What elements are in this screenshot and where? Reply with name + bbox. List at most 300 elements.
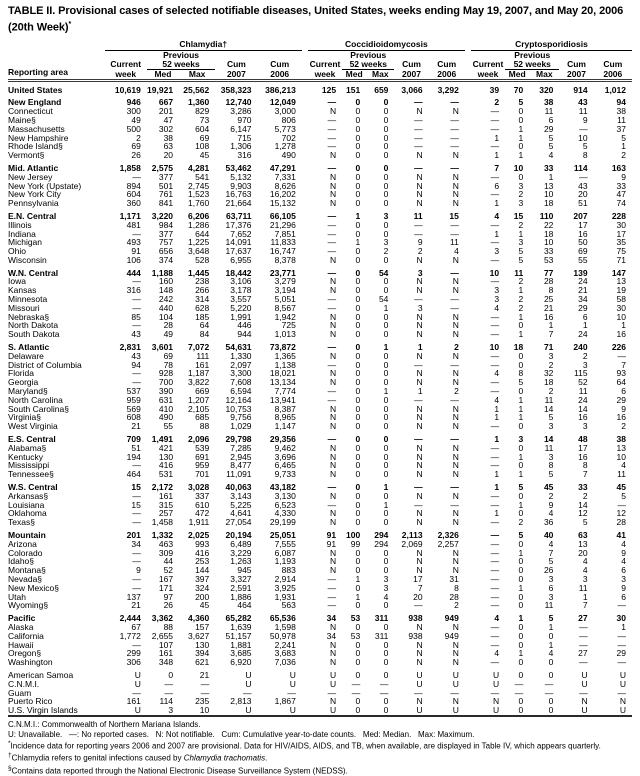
value-cell: 1,013 bbox=[274, 329, 296, 340]
value-cell: N bbox=[452, 442, 459, 453]
value-cell: N bbox=[452, 198, 459, 209]
value-cell: 302 bbox=[158, 123, 174, 134]
value-cell: N bbox=[452, 329, 459, 340]
value-cell: 2 bbox=[548, 359, 554, 370]
value-cell: — bbox=[414, 219, 423, 230]
value-cell: 390 bbox=[158, 386, 174, 397]
value-cell: 48 bbox=[578, 434, 588, 445]
value-cell: 69 bbox=[163, 350, 174, 361]
value-cell: N bbox=[416, 106, 423, 117]
group-header-cryptosporidiosis: Cryptosporidiosis bbox=[471, 39, 632, 51]
footnotes bbox=[8, 720, 632, 776]
value-cell: 1 bbox=[518, 228, 524, 239]
table-row bbox=[8, 422, 632, 431]
value-cell: — bbox=[200, 687, 210, 698]
value-cell: 108 bbox=[195, 141, 210, 152]
value-cell: 377 bbox=[158, 171, 174, 182]
value-cell: — bbox=[379, 687, 389, 698]
value-cell: 0 bbox=[383, 469, 389, 480]
table-row bbox=[8, 689, 632, 698]
value-cell: 1,263 bbox=[230, 556, 252, 567]
table-row bbox=[8, 479, 632, 492]
reporting-area-cell: W.S. Central bbox=[8, 482, 58, 493]
reporting-area-cell: W.N. Central bbox=[8, 267, 59, 278]
value-cell: — bbox=[327, 219, 337, 230]
value-cell: 481 bbox=[126, 219, 141, 230]
value-cell: — bbox=[132, 547, 141, 558]
value-cell: 110 bbox=[539, 210, 554, 221]
table-row bbox=[8, 142, 632, 151]
value-cell: 1,886 bbox=[230, 591, 252, 602]
value-cell: 130 bbox=[195, 639, 210, 650]
value-cell: 7,652 bbox=[230, 228, 252, 239]
value-cell: — bbox=[490, 460, 500, 471]
value-cell: — bbox=[490, 621, 500, 632]
value-cell: N bbox=[452, 565, 459, 576]
value-cell: 91 bbox=[131, 246, 141, 257]
value-cell: — bbox=[132, 639, 141, 650]
table-row bbox=[8, 313, 632, 322]
value-cell: N bbox=[416, 171, 423, 182]
value-cell: 2 bbox=[621, 150, 626, 161]
value-cell: 0 bbox=[355, 394, 361, 405]
value-cell: 0 bbox=[355, 547, 361, 558]
value-cell: 26 bbox=[163, 600, 174, 611]
reporting-area-cell: American Samoa bbox=[8, 669, 74, 680]
value-cell: 1 bbox=[518, 285, 524, 296]
value-cell: 53 bbox=[350, 630, 361, 641]
value-cell: 5 bbox=[621, 132, 626, 143]
value-cell: 604 bbox=[195, 123, 210, 134]
value-cell: — bbox=[132, 573, 141, 584]
value-cell: 0 bbox=[355, 508, 361, 519]
value-cell: 27,054 bbox=[225, 517, 252, 528]
value-cell: — bbox=[617, 600, 626, 611]
cum-label: Cum bbox=[402, 59, 421, 70]
reporting-area-cell: Wisconsin bbox=[8, 254, 47, 265]
value-cell: 386,213 bbox=[265, 84, 296, 95]
value-cell: 240 bbox=[573, 342, 588, 353]
value-cell: 11 bbox=[617, 469, 626, 480]
value-cell: 39 bbox=[489, 84, 500, 95]
value-cell: — bbox=[132, 320, 141, 331]
value-cell: 0 bbox=[518, 573, 524, 584]
value-cell: N bbox=[416, 442, 423, 453]
value-cell: 1 bbox=[494, 434, 500, 445]
value-cell: 24 bbox=[578, 276, 588, 287]
value-cell: 397 bbox=[195, 573, 210, 584]
value-cell: U bbox=[594, 706, 632, 716]
value-cell: 3 bbox=[383, 237, 389, 248]
value-cell: U bbox=[105, 706, 147, 716]
value-cell: 0 bbox=[355, 228, 361, 239]
value-cell: U bbox=[289, 678, 296, 689]
value-cell: 55 bbox=[163, 421, 174, 432]
reporting-area-cell: Wyoming§ bbox=[8, 600, 49, 611]
reporting-area-cell: C.N.M.I. bbox=[8, 678, 40, 689]
value-cell: 5,220 bbox=[230, 302, 252, 313]
value-cell: 1 bbox=[355, 210, 361, 221]
value-cell: 621 bbox=[195, 657, 210, 668]
value-cell: 914 bbox=[573, 84, 588, 95]
value-cell: — bbox=[490, 123, 500, 134]
weeks52-label: 52 weeks bbox=[505, 60, 559, 69]
value-cell: 3,028 bbox=[187, 482, 210, 493]
value-cell: N bbox=[452, 311, 459, 322]
value-cell: N bbox=[452, 254, 459, 265]
value-cell: — bbox=[414, 499, 423, 510]
value-cell: N bbox=[416, 639, 423, 650]
value-cell: — bbox=[617, 639, 626, 650]
value-cell: N bbox=[329, 657, 337, 668]
reporting-area-cell: West Virginia bbox=[8, 421, 58, 432]
value-cell: 4 bbox=[494, 394, 500, 405]
value-cell: 0 bbox=[355, 648, 361, 659]
value-cell: 1 bbox=[621, 141, 626, 152]
value-cell: 69 bbox=[199, 132, 210, 143]
reporting-area-cell: Puerto Rico bbox=[8, 696, 53, 707]
value-cell: 93 bbox=[616, 368, 626, 379]
value-cell: 841 bbox=[158, 198, 174, 209]
reporting-area-cell: New Jersey bbox=[8, 171, 53, 182]
value-cell: 34 bbox=[326, 613, 337, 624]
value-cell: 0 bbox=[518, 114, 524, 125]
value-cell: U bbox=[245, 678, 252, 689]
table-row bbox=[8, 584, 632, 593]
table-row bbox=[8, 697, 632, 706]
table-row bbox=[8, 125, 632, 134]
value-cell: 3,683 bbox=[274, 648, 296, 659]
value-cell: 25,051 bbox=[269, 530, 296, 540]
value-cell: 628 bbox=[195, 302, 210, 313]
value-cell: N bbox=[416, 311, 423, 322]
value-cell: 10,753 bbox=[225, 403, 252, 414]
previous-label: Previous bbox=[350, 50, 387, 61]
footnote-abbreviations: U: Unavailable. —: No reported cases. N: Not notifiable. Cum: Cumulative year-to-date counts. Med: Median. Max: Maximum. bbox=[8, 729, 475, 739]
value-cell: 37 bbox=[616, 123, 626, 134]
value-cell: 3,822 bbox=[187, 377, 210, 388]
value-cell: 5 bbox=[548, 132, 554, 143]
value-cell: 1,187 bbox=[187, 368, 210, 379]
value-cell: 14 bbox=[543, 403, 554, 414]
table-row bbox=[8, 265, 632, 278]
value-cell: 207 bbox=[573, 210, 588, 221]
value-cell: 715 bbox=[237, 132, 252, 143]
value-cell: 0 bbox=[383, 150, 389, 161]
value-cell: 0 bbox=[383, 621, 389, 632]
value-cell: 1,931 bbox=[274, 591, 296, 602]
value-cell: 1,772 bbox=[119, 630, 141, 641]
value-cell: — bbox=[490, 442, 500, 453]
value-cell: 959 bbox=[195, 460, 210, 471]
value-cell: 3,000 bbox=[274, 106, 296, 117]
value-cell: 0 bbox=[383, 547, 389, 558]
value-cell: 5 bbox=[518, 97, 524, 108]
value-cell: 490 bbox=[158, 412, 174, 423]
value-cell: 2,745 bbox=[187, 180, 210, 191]
value-cell: 28 bbox=[616, 517, 626, 528]
value-cell: 50,978 bbox=[269, 630, 296, 641]
value-cell: 266 bbox=[195, 285, 210, 296]
value-cell: 161 bbox=[195, 359, 210, 370]
cum-label: Cum bbox=[437, 59, 457, 70]
value-cell: 0 bbox=[355, 359, 361, 370]
med-label: Med bbox=[345, 68, 363, 79]
value-cell: 63 bbox=[578, 530, 588, 540]
value-cell: — bbox=[514, 678, 524, 689]
reporting-area-cell: Michigan bbox=[8, 237, 43, 248]
value-cell: 21 bbox=[578, 285, 588, 296]
value-cell: 16 bbox=[578, 412, 588, 423]
value-cell: 0 bbox=[383, 648, 389, 659]
value-cell: 0 bbox=[518, 600, 524, 611]
value-cell: 0 bbox=[383, 350, 389, 361]
value-cell: 1 bbox=[518, 329, 524, 340]
value-cell: 53 bbox=[543, 254, 554, 265]
value-cell: 3 bbox=[548, 451, 554, 462]
reporting-area-cell: South Dakota bbox=[8, 329, 60, 340]
value-cell: — bbox=[579, 657, 588, 668]
value-cell: 67 bbox=[131, 621, 141, 632]
value-cell: 1,147 bbox=[274, 421, 296, 432]
value-cell: — bbox=[579, 630, 588, 641]
value-cell: 3,327 bbox=[230, 573, 252, 584]
value-cell: 1 bbox=[548, 621, 554, 632]
value-cell: 139 bbox=[573, 267, 588, 278]
value-cell: 34 bbox=[578, 294, 588, 305]
value-cell: 10 bbox=[543, 237, 554, 248]
value-cell: 316 bbox=[126, 285, 141, 296]
value-cell: 0 bbox=[518, 171, 524, 182]
value-cell: 446 bbox=[237, 320, 252, 331]
value-cell: 11 bbox=[544, 394, 554, 405]
value-cell: 28 bbox=[163, 320, 174, 331]
table-row bbox=[8, 190, 632, 199]
value-cell: 3 bbox=[518, 198, 524, 209]
value-cell: 41 bbox=[616, 530, 626, 540]
value-cell: — bbox=[132, 582, 141, 593]
value-cell: 7,774 bbox=[274, 386, 296, 397]
value-cell: 1,193 bbox=[274, 556, 296, 567]
cum-label: Cum bbox=[603, 59, 623, 70]
value-cell: 6 bbox=[548, 582, 554, 593]
value-cell: N bbox=[452, 150, 459, 161]
table-row bbox=[8, 256, 632, 265]
value-cell: 0 bbox=[518, 630, 524, 641]
value-cell: 3,648 bbox=[187, 246, 210, 257]
value-cell: 0 bbox=[383, 141, 389, 152]
value-cell: 3 bbox=[494, 246, 500, 257]
value-cell: 1 bbox=[582, 591, 588, 602]
value-cell: 0 bbox=[518, 565, 524, 576]
value-cell: 18 bbox=[543, 228, 554, 239]
value-cell: 0 bbox=[168, 669, 174, 680]
value-cell: — bbox=[450, 499, 459, 510]
value-cell: N bbox=[452, 469, 459, 480]
value-cell: 1 bbox=[548, 639, 554, 650]
table-row bbox=[8, 623, 632, 632]
value-cell: 1 bbox=[417, 386, 423, 397]
value-cell: 3 bbox=[582, 359, 588, 370]
value-cell: N bbox=[452, 171, 459, 182]
value-cell: 58 bbox=[616, 294, 626, 305]
value-cell: 0 bbox=[383, 276, 389, 287]
value-cell: — bbox=[132, 294, 141, 305]
value-cell: 0 bbox=[383, 403, 389, 414]
reporting-area-cell: Maryland§ bbox=[8, 386, 48, 397]
value-cell: 30 bbox=[616, 219, 626, 230]
value-cell: — bbox=[132, 302, 141, 313]
value-cell: — bbox=[327, 499, 337, 510]
value-cell: N bbox=[329, 547, 337, 558]
reporting-area-cell: Ohio bbox=[8, 246, 26, 257]
value-cell: 0 bbox=[355, 421, 361, 432]
value-cell: 1,138 bbox=[274, 359, 296, 370]
value-cell: 6 bbox=[621, 591, 626, 602]
value-cell: N bbox=[452, 556, 459, 567]
value-cell: 15 bbox=[513, 210, 524, 221]
value-cell: 709 bbox=[126, 434, 141, 445]
value-cell: 0 bbox=[383, 180, 389, 191]
value-cell: 894 bbox=[126, 180, 141, 191]
value-cell: 66,105 bbox=[269, 210, 296, 221]
value-cell: 11 bbox=[578, 582, 588, 593]
value-cell: 0 bbox=[383, 377, 389, 388]
table-row bbox=[8, 277, 632, 286]
value-cell: 3 bbox=[548, 573, 554, 584]
value-cell: 0 bbox=[518, 359, 524, 370]
value-cell: 440 bbox=[158, 302, 174, 313]
week-label: week bbox=[115, 68, 137, 79]
value-cell: 493 bbox=[126, 237, 141, 248]
value-cell: 29,798 bbox=[225, 434, 252, 445]
value-cell: — bbox=[132, 171, 141, 182]
value-cell: N bbox=[329, 311, 337, 322]
value-cell: 7 bbox=[582, 600, 588, 611]
value-cell: 0 bbox=[355, 267, 361, 278]
reporting-area-cell: Louisiana bbox=[8, 499, 45, 510]
value-cell: 94 bbox=[131, 359, 141, 370]
value-cell: — bbox=[490, 600, 500, 611]
value-cell: — bbox=[490, 106, 500, 117]
value-cell: N bbox=[329, 171, 337, 182]
value-cell: 2 bbox=[518, 302, 524, 313]
value-cell: 1,760 bbox=[187, 198, 210, 209]
value-cell: 0 bbox=[355, 350, 361, 361]
value-cell: 1,278 bbox=[274, 141, 296, 152]
value-cell: 167 bbox=[158, 573, 174, 584]
cum-label: Cum bbox=[270, 59, 290, 70]
value-cell: 6,087 bbox=[274, 547, 296, 558]
value-cell: 4 bbox=[494, 302, 500, 313]
value-cell: 1 bbox=[621, 621, 626, 632]
value-cell: 0 bbox=[518, 657, 524, 668]
value-cell: — bbox=[490, 311, 500, 322]
value-cell: 3,685 bbox=[230, 648, 252, 659]
value-cell: — bbox=[327, 123, 337, 134]
value-cell: — bbox=[414, 114, 423, 125]
value-cell: 6 bbox=[582, 311, 588, 322]
table-row bbox=[8, 549, 632, 558]
value-cell: — bbox=[164, 687, 174, 698]
value-cell: N bbox=[416, 350, 423, 361]
value-cell: 5 bbox=[548, 412, 554, 423]
value-cell: 4 bbox=[621, 538, 626, 549]
value-cell: N bbox=[619, 696, 626, 707]
value-cell: 360 bbox=[126, 198, 141, 209]
value-cell: U bbox=[581, 669, 588, 680]
value-cell: — bbox=[327, 434, 337, 445]
value-cell: N bbox=[416, 621, 423, 632]
reporting-area-cell: Massachusetts bbox=[8, 123, 65, 134]
value-cell: 11 bbox=[544, 106, 554, 117]
table-row bbox=[8, 94, 632, 107]
value-cell: 6,594 bbox=[230, 386, 252, 397]
value-cell: 3,696 bbox=[274, 451, 296, 462]
value-cell: 0 bbox=[355, 162, 361, 173]
value-cell: 311 bbox=[374, 613, 389, 624]
value-cell: 65,536 bbox=[269, 613, 296, 624]
value-cell: 3 bbox=[383, 210, 389, 221]
value-cell: 115 bbox=[574, 368, 588, 379]
value-cell: N bbox=[452, 180, 459, 191]
value-cell: 1 bbox=[494, 482, 500, 493]
value-cell: 0 bbox=[383, 669, 389, 680]
table-row bbox=[8, 182, 632, 191]
value-cell: 1 bbox=[518, 412, 524, 423]
reporting-area-cell: U.S. Virgin Islands bbox=[8, 706, 105, 716]
value-cell: 0 bbox=[383, 639, 389, 650]
footnote-section bbox=[8, 764, 632, 776]
value-cell: 1,942 bbox=[274, 311, 296, 322]
value-cell: 531 bbox=[158, 469, 174, 480]
value-cell: 24 bbox=[578, 394, 588, 405]
group-header-chlamydia: Chlamydia† bbox=[105, 39, 302, 51]
value-cell: 9,733 bbox=[274, 469, 296, 480]
value-cell: 0 bbox=[355, 482, 361, 493]
value-cell: — bbox=[450, 267, 459, 278]
value-cell: N bbox=[452, 696, 459, 707]
value-cell: 0 bbox=[355, 198, 361, 209]
value-cell: 1,523 bbox=[187, 189, 210, 200]
max-label: Max bbox=[188, 68, 206, 79]
value-cell: 0 bbox=[518, 621, 524, 632]
value-cell: 20,194 bbox=[225, 530, 252, 540]
value-cell: N bbox=[329, 508, 337, 519]
value-cell: N bbox=[416, 421, 423, 432]
table-row bbox=[8, 330, 632, 339]
value-cell: 0 bbox=[355, 180, 361, 191]
value-cell: 5,051 bbox=[274, 294, 296, 305]
value-cell: 17 bbox=[578, 219, 588, 230]
value-cell: 16 bbox=[578, 451, 588, 462]
value-cell: — bbox=[414, 228, 423, 239]
value-cell: 0 bbox=[383, 285, 389, 296]
value-cell: 946 bbox=[126, 97, 141, 108]
value-cell: 107 bbox=[158, 639, 174, 650]
value-cell: 13,941 bbox=[269, 394, 296, 405]
table-row bbox=[8, 369, 632, 378]
value-cell: 1 bbox=[494, 508, 500, 519]
value-cell: 0 bbox=[383, 696, 389, 707]
value-cell: — bbox=[450, 132, 459, 143]
value-cell: — bbox=[450, 302, 459, 313]
value-cell: N bbox=[452, 412, 459, 423]
value-cell: — bbox=[327, 386, 337, 397]
value-cell: 3 bbox=[494, 285, 500, 296]
value-cell: 0 bbox=[355, 219, 361, 230]
value-cell: 10 bbox=[616, 311, 626, 322]
